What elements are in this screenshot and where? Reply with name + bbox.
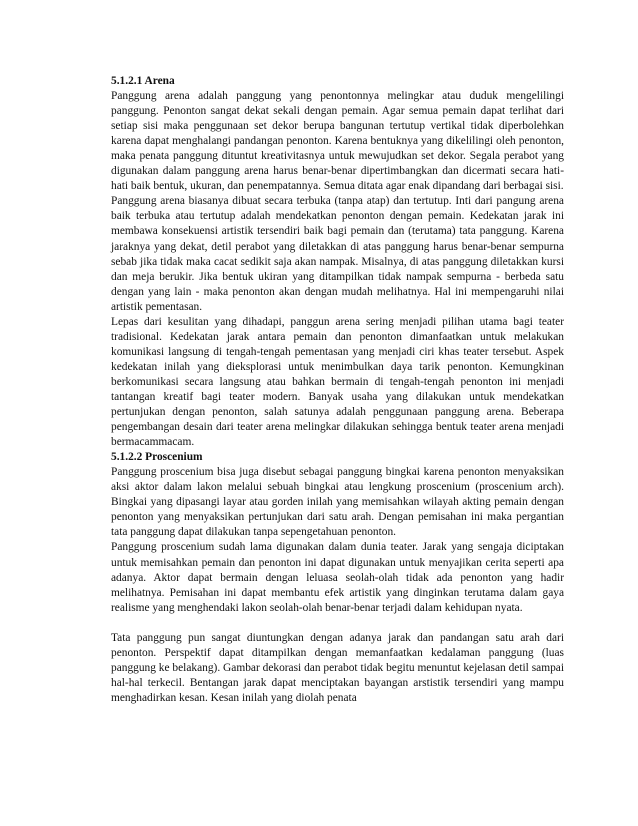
section-heading-proscenium: 5.1.2.2 Proscenium <box>111 451 203 464</box>
section-heading-arena: 5.1.2.1 Arena <box>111 75 175 87</box>
paragraph: Panggung proscenium bisa juga disebut sebagai panggung bingkai karena penonton menyaksikan aksi aktor dalam lakon melalui sebuah bingkai atau lengkung proscenium (proscenium arch). Bingkai yang dipasangi layar atau gorden inilah yang memisahkan wilayah akting pemain dengan penonton yang menyaksikan pertunjukan dari satu arah. Dengan pemisahan ini maka pergantian tata panggung dapat dilakukan tanpa sepengetahuan penonton. <box>111 466 564 539</box>
document-page <box>111 74 564 706</box>
paragraph-spacer <box>111 616 564 631</box>
paragraph: Panggung arena biasanya dibuat secara terbuka (tanpa atap) dan tertutup. Inti dari pangung arena baik terbuka atau tertutup adalah mendekatkan penonton dengan pemain. Kedekatan jarak ini membawa konsekuensi artistik tersendiri baik bagi pemain dan (terutama) tata panggung. Karena jaraknya yang dekat, detil perabot yang diletakkan di atas panggung harus benar-benar sempurna sebab jika tidak maka cacat sedikit saja akan nampak. Misalnya, di atas panggung diletakkan kursi dan meja berukir. Jika bentuk ukiran yang ditampilkan tidak nampak sempurna - berbeda satu dengan yang lain - maka penonton akan dengan mudah melihatnya. Hal ini mempengaruhi nilai artistik pementasan. <box>111 195 564 313</box>
paragraph: Panggung arena adalah panggung yang penontonnya melingkar atau duduk mengelilingi panggung. Penonton sangat dekat sekali dengan pemain. Agar semua pemain dapat terlihat dari setiap sisi maka penggunaan set dekor berupa bangunan tertutup vertikal tidak diperbolehkan karena dapat menghalangi pandangan penonton. Karena bentuknya yang dikelilingi oleh penonton, maka penata panggung dituntut kreativitasnya untuk mewujudkan set dekor. Segala perabot yang digunakan dalam panggung arena harus benar-benar dipertimbangkan dan dicermati secara hati-hati baik bentuk, ukuran, dan penempatannya. Semua ditata agar enak dipandang dari berbagai sisi. <box>111 90 564 193</box>
paragraph: Lepas dari kesulitan yang dihadapi, panggun arena sering menjadi pilihan utama bagi teater tradisional. Kedekatan jarak antara pemain dan penonton dimanfaatkan untuk melakukan komunikasi langsung di tengah-tengah pementasan yang menjadi ciri khas teater tersebut. Aspek kedekatan inilah yang dieksplorasi untuk menimbulkan daya tarik penonton. Kemungkinan berkomunikasi secara langsung atau bahkan bermain di tengah-tengah penonton ini menjadi tantangan kreatif bagi teater modern. Banyak usaha yang dilakukan untuk mendekatkan pertunjukan dengan penonton, salah satunya adalah penggunaan panggung arena. Beberapa pengembangan desain dari teater arena melingkar dilakukan sehingga bentuk teater arena menjadi bermacammacam. <box>111 315 564 449</box>
paragraph: Tata panggung pun sangat diuntungkan dengan adanya jarak dan pandangan satu arah dari penonton. Perspektif dapat ditampilkan dengan memanfaatkan kedalaman panggung (luas panggung ke belakang). Gambar dekorasi dan perabot tidak begitu menuntut kejelasan detil sampai hal-hal terkecil. Bentangan jarak dapat menciptakan bayangan arstistik tersendiri yang mampu menghadirkan kesan. Kesan inilah yang diolah penata <box>111 631 564 704</box>
paragraph: Panggung proscenium sudah lama digunakan dalam dunia teater. Jarak yang sengaja diciptakan untuk memisahkan pemain dan penonton ini dapat digunakan untuk menyajikan cerita seperti apa adanya. Aktor dapat bermain dengan leluasa seolah-olah tidak ada penonton yang hadir melihatnya. Pemisahan ini dapat membantu efek artistik yang dinginkan terutama dalam gaya realisme yang menghendaki lakon seolah-olah benar-benar terjadi dalam kehidupan nyata. <box>111 541 564 614</box>
